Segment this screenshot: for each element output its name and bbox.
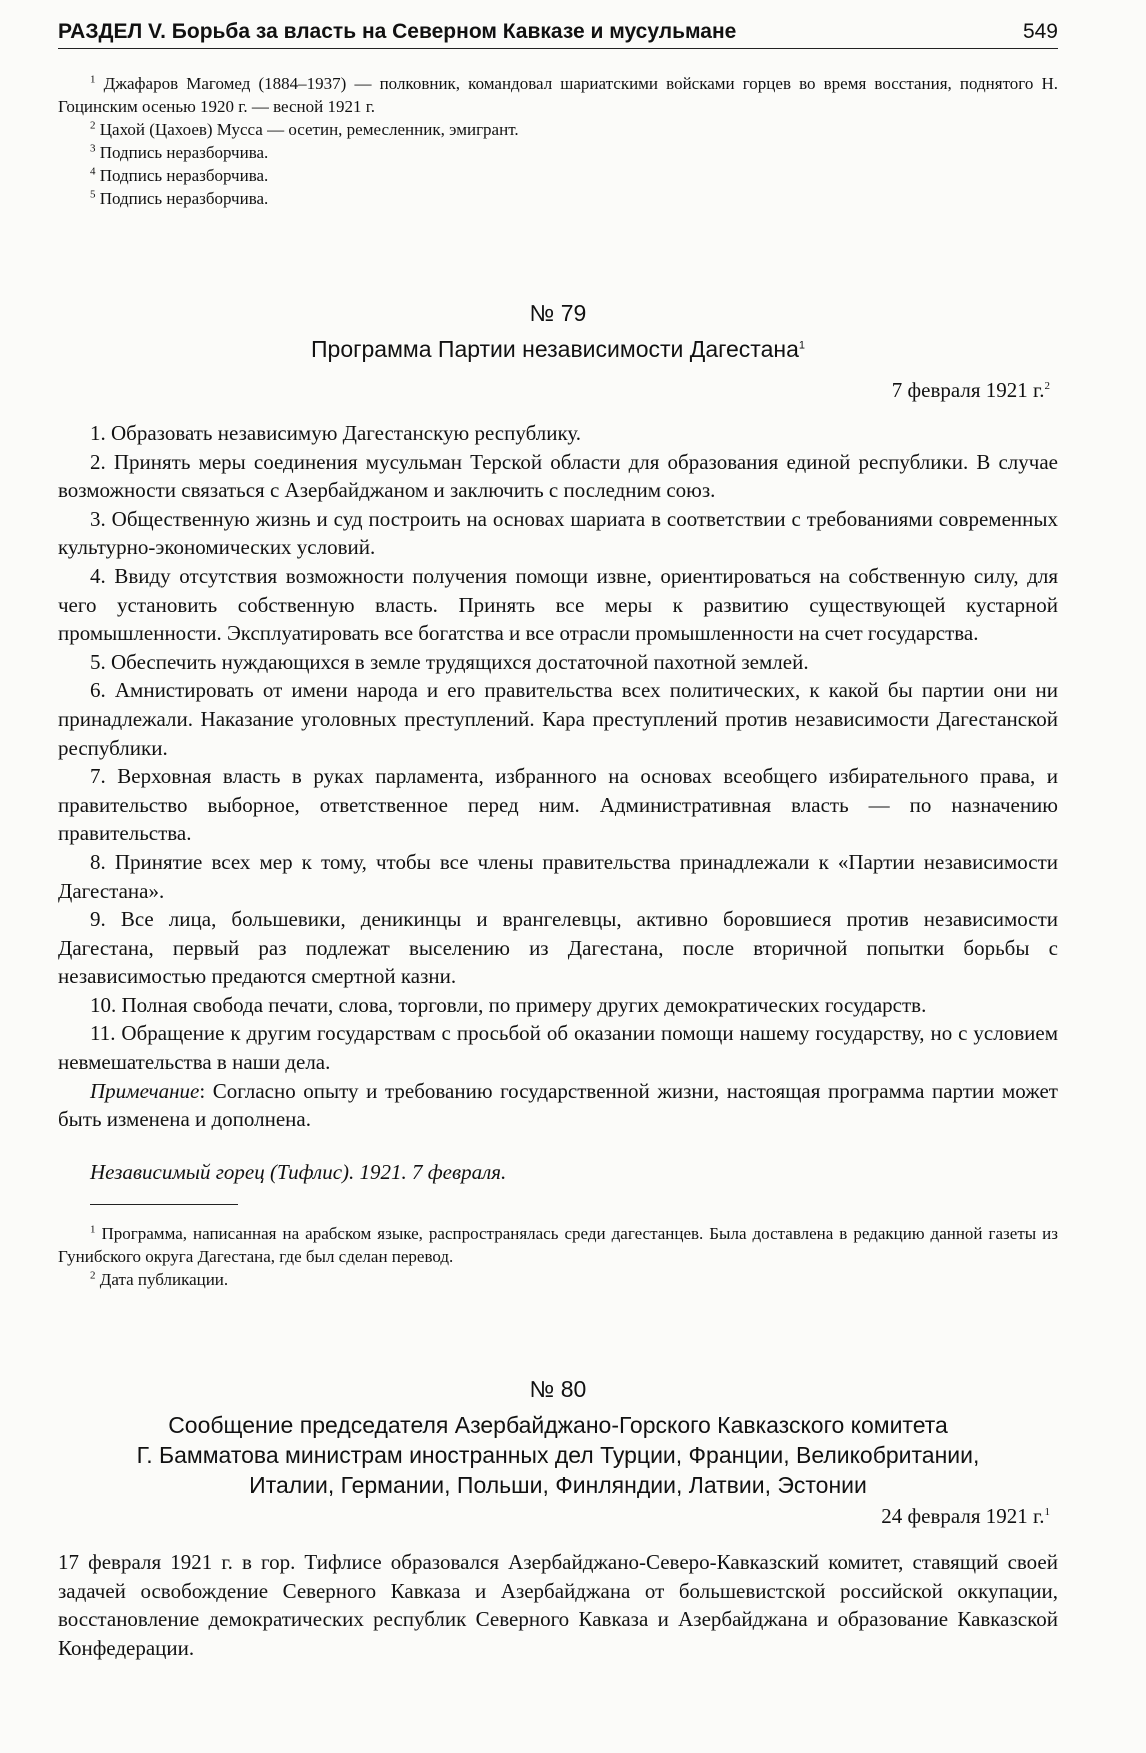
program-item: 4. Ввиду отсутствия возможности получения помощи извне, ориентироваться на собственную силу, для чего установить собственную власть. Принять все меры к развитию существующей кустарной промышленности. Эксплуатировать все богатства и все отрасли промышленности на счет государства. (58, 563, 1058, 646)
program-item: 1. Образовать независимую Дагестанскую республику. (90, 421, 581, 445)
page-number: 549 (1022, 20, 1058, 43)
footnote: $^1$ Программа, написанная на арабском языке, распространялась среди дагестанцев. Была доставлена в редакцию данной газеты из Гунибского округа Дагестана, где был сделан перевод. (58, 1223, 1058, 1266)
program-item: 7. Верховная власть в руках парламента, избранного на основах всеобщего избирательного права, и правительство выборное, ответственное перед ним. Административная власть — по назначению правительства. (58, 764, 1058, 846)
program-items (58, 419, 1058, 1134)
running-header (58, 14, 1058, 49)
program-item: 10. Полная свобода печати, слова, торговли, по примеру других демократических государств. (90, 992, 927, 1017)
document-number: № 79 (529, 300, 587, 326)
footnote: $^3$ Подпись неразборчива. (90, 142, 269, 162)
doc80-paragraph: 17 февраля 1921 г. в гор. Тифлисе образовался Азербайджано-Северо-Кавказский комитет, ставящий своей задачей освобождение Северного Кавказа и Азербайджана от большевистской российской оккупации, восстановление демократических республик Северного Кавказа и Азербайджана и образование Кавказской Конфедерации. (58, 1550, 1058, 1660)
top-footnotes (58, 72, 1058, 210)
document-title: Программа Партии независимости Дагестана$^1$ (311, 336, 805, 362)
document-number: № 80 (529, 1376, 587, 1402)
program-item: 6. Амнистировать от имени народа и его правительства всех политических, к какой бы партии они ни принадлежали. Наказание уголовных преступлений. Кара преступлений против независимости Дагестанской республики. (58, 678, 1058, 760)
footnote: $^4$ Подпись неразборчива. (90, 165, 269, 185)
footnote: $^5$ Подпись неразборчива. (90, 188, 269, 208)
document-title: Сообщение председателя Азербайджано-Горского Кавказского комитета Г. Бамматова министрам иностранных дел Турции, Франции, Великобритании, Италии, Германии, Польши, Финляндии, Латвии, Эстонии (136, 1412, 980, 1498)
program-item: 3. Общественную жизнь и суд построить на основах шариата в соответствии с требованиями современных культурно-экономических условий. (58, 506, 1058, 560)
program-item: 11. Обращение к другим государствам с просьбой об оказании помощи нашему государству, но с условием невмешательства в наши дела. (58, 1021, 1058, 1075)
program-item: 8. Принятие всех мер к тому, чтобы все члены правительства принадлежали к «Партии независимости Дагестана». (58, 849, 1058, 903)
footnote-divider (90, 1204, 238, 1205)
section-title: РАЗДЕЛ V. Борьба за власть на Северном Кавказе и мусульмане (58, 20, 737, 43)
document-page (58, 0, 1058, 1753)
document-date: 24 февраля 1921 г.$^1$ (881, 1504, 1050, 1528)
program-item: 2. Принять меры соединения мусульман Терской области для образования единой республики. В случае возможности связаться с Азербайджаном и заключить с последним союз. (58, 449, 1058, 503)
document-date: 7 февраля 1921 г.$^2$ (891, 378, 1050, 402)
program-note: Примечание: Согласно опыту и требованию государственной жизни, настоящая программа партии может быть изменена и дополнена. (58, 1078, 1058, 1132)
footnote: $^1$ Джафаров Магомед (1884–1937) — полковник, командовал шариатскими войсками горцев во время восстания, поднятого Н. Гоцинским осенью 1920 г. — весной 1921 г. (58, 73, 1059, 116)
footnote: $^2$ Дата публикации. (90, 1269, 229, 1289)
program-item: 9. Все лица, большевики, деникинцы и врангелевцы, активно боровшиеся против независимости Дагестана, первый раз подлежат выселению из Дагестана, после вторичной попытки борьбы с независимостью предаются смертной казни. (58, 907, 1058, 989)
program-item: 5. Обеспечить нуждающихся в земле трудящихся достаточной пахотной землей. (90, 649, 809, 674)
doc79-footnotes (58, 1222, 1058, 1291)
footnote: $^2$ Цахой (Цахоев) Мусса — осетин, ремесленник, эмигрант. (90, 119, 519, 139)
source-citation: Независимый горец (Тифлис). 1921. 7 февраля. (90, 1160, 507, 1184)
